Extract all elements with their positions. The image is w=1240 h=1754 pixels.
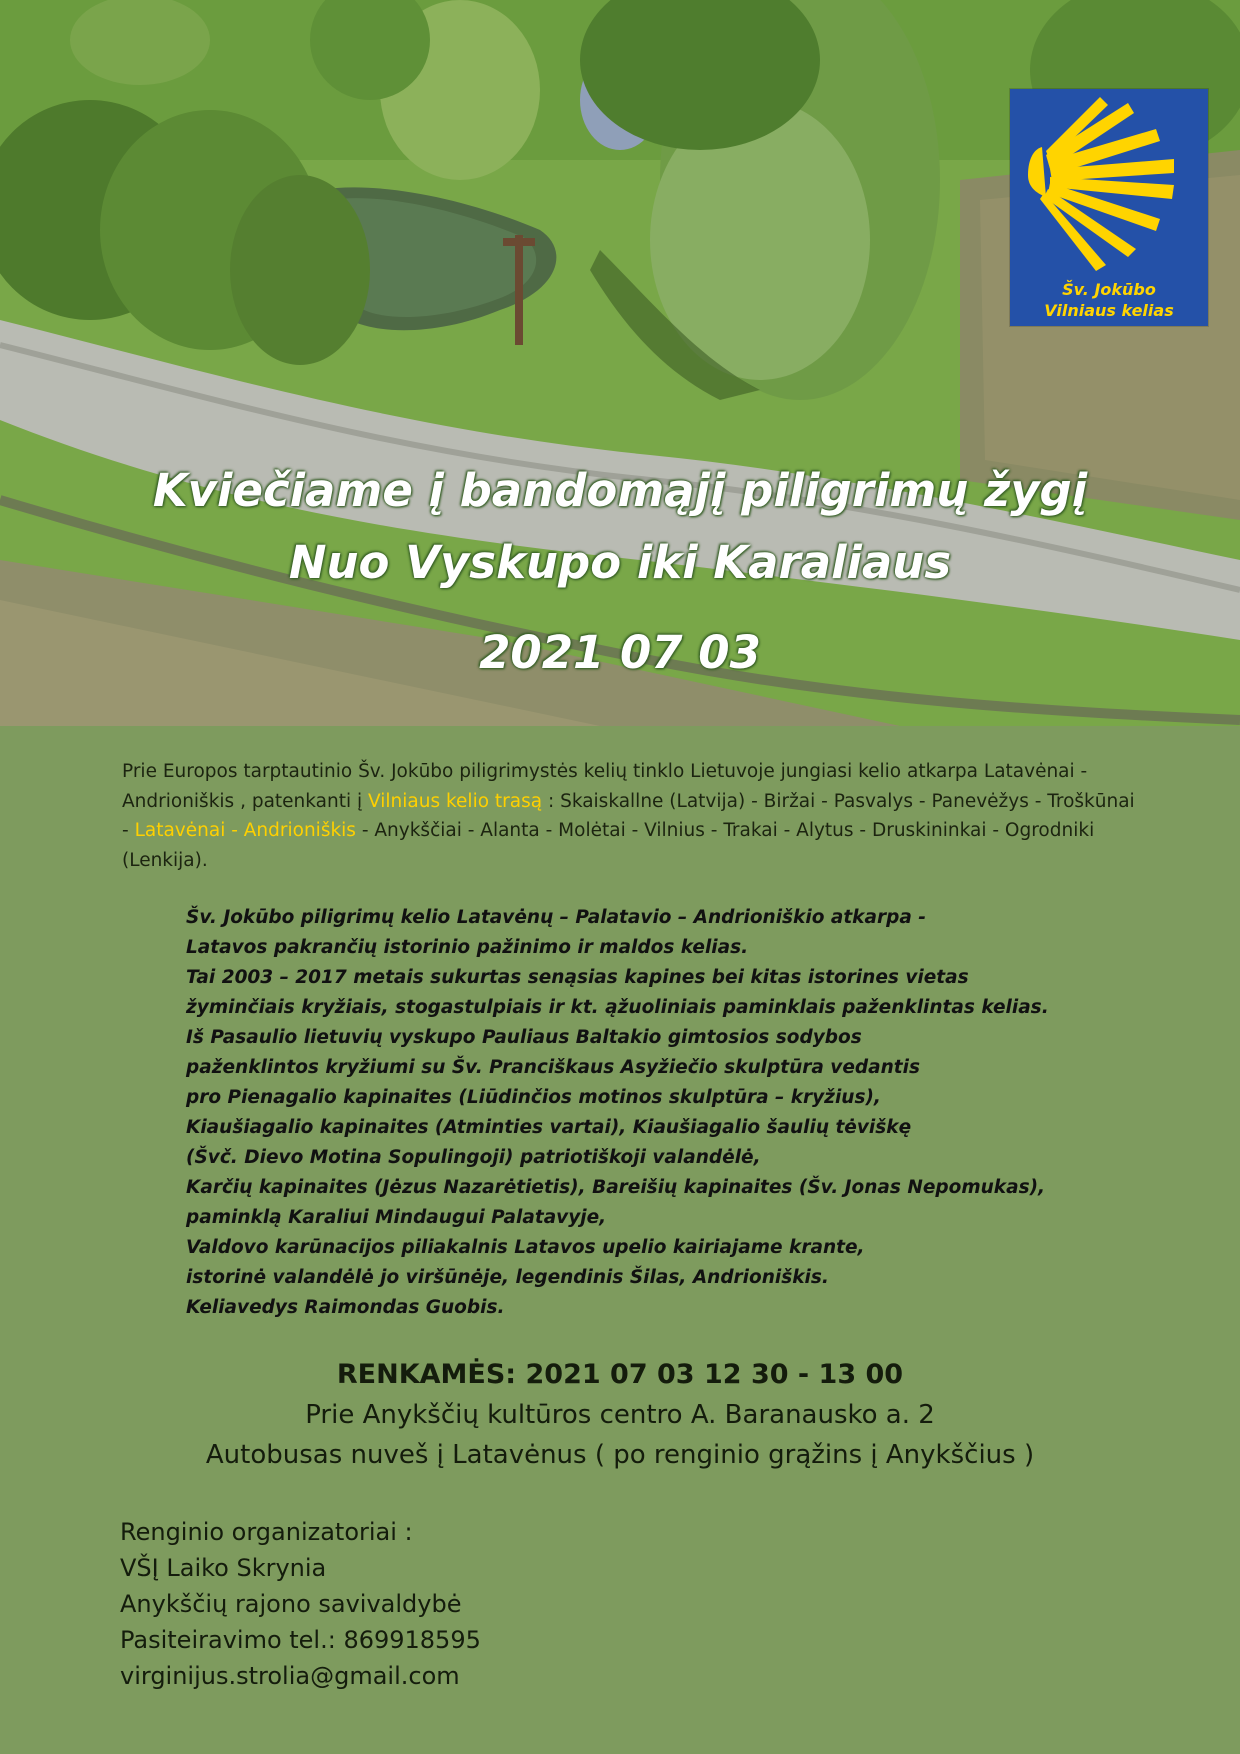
description-line: Šv. Jokūbo piligrimų kelio Latavėnų – Palatavio – Andrioniškio atkarpa - (186, 907, 926, 928)
description-line: žyminčiais kryžiais, stogastulpiais ir kt. ąžuoliniais paminklais paženklintas kelias. (186, 997, 1049, 1018)
description-line: Keliavedys Raimondas Guobis. (186, 1297, 505, 1318)
bus-info: Autobusas nuveš į Latavėnus ( po renginio grąžins į Anykščius ) (205, 1440, 1035, 1470)
hero-photo (0, 0, 1240, 726)
description-line: Kiaušiagalio kapinaites (Atminties vartai), Kiaušiagalio šaulių tėviškę (186, 1117, 912, 1138)
intro-text-3: - Anykščiai - Alanta - Molėtai - Vilnius - Trakai - Alytus - Druskininkai - Ogrodniki (Lenkija). (122, 820, 1095, 871)
description-line: paženklintos kryžiumi su Šv. Pranciškaus Asyžiečio skulptūra vedantis (186, 1057, 920, 1078)
description-line: paminklą Karaliui Mindaugui Palatavyje, (186, 1207, 607, 1228)
organizers-heading: Renginio organizatoriai : (120, 1518, 413, 1546)
meeting-time: RENKAMĖS: 2021 07 03 12 30 - 13 00 (336, 1359, 904, 1390)
badge-line-1: Šv. Jokūbo (1062, 280, 1156, 299)
hero-date: 2021 07 03 (479, 626, 761, 679)
route-description (186, 903, 1206, 1323)
description-line: pro Pienagalio kapinaites (Liūdinčios motinos skulptūra – kryžius), (186, 1087, 881, 1108)
description-line: (Švč. Dievo Motina Sopulingoji) patriotiškoji valandėlė, (186, 1147, 761, 1168)
contact-phone: Pasiteiravimo tel.: 869918595 (120, 1626, 481, 1654)
badge-line-2: Vilniaus kelias (1044, 301, 1174, 320)
intro-text-2: : Skaiskallne (Latvija) - Biržai - Pasvalys - Panevėžys - Troškūnai - (122, 790, 1135, 841)
organizers-block (120, 1514, 481, 1694)
st-james-way-badge (1010, 89, 1208, 326)
description-line: Valdovo karūnacijos piliakalnis Latavos upelio kairiajame krante, (186, 1237, 865, 1258)
meeting-place: Prie Anykščių kultūros centro A. Baranausko a. 2 (305, 1400, 935, 1430)
hero-title-line-2: Nuo Vyskupo iki Karaliaus (288, 536, 952, 589)
description-line: Latavos pakrančių istorinio pažinimo ir maldos kelias. (186, 937, 749, 958)
intro-paragraph (122, 757, 1142, 875)
contact-email: virginijus.strolia@gmail.com (120, 1662, 460, 1690)
organizer-2: Anykščių rajono savivaldybė (120, 1590, 462, 1618)
description-line: Karčių kapinaites (Jėzus Nazarėtietis), Bareišių kapinaites (Šv. Jonas Nepomukas), (186, 1177, 1046, 1198)
description-line: Iš Pasaulio lietuvių vyskupo Pauliaus Baltakio gimtosios sodybos (186, 1027, 862, 1048)
intro-highlight-segment: Latavėnai - Andrioniškis (134, 820, 356, 841)
intro-highlight-route: Vilniaus kelio trasą (368, 790, 543, 812)
description-line: istorinė valandėlė jo viršūnėje, legendinis Šilas, Andrioniškis. (186, 1267, 829, 1288)
organizer-1: VŠĮ Laiko Skrynia (120, 1554, 327, 1582)
hero-title-line-1: Kviečiame į bandomąjį piligrimų žygį (152, 464, 1088, 517)
description-line: Tai 2003 – 2017 metais sukurtas senąsias kapines bei kitas istorines vietas (186, 967, 969, 988)
intro-text-1: Prie Europos tarptautinio Šv. Jokūbo piligrimystės kelių tinklo Lietuvoje jungiasi kelio atkarpa Latavėnai - Andrioniškis , patenkanti į (122, 761, 1088, 812)
